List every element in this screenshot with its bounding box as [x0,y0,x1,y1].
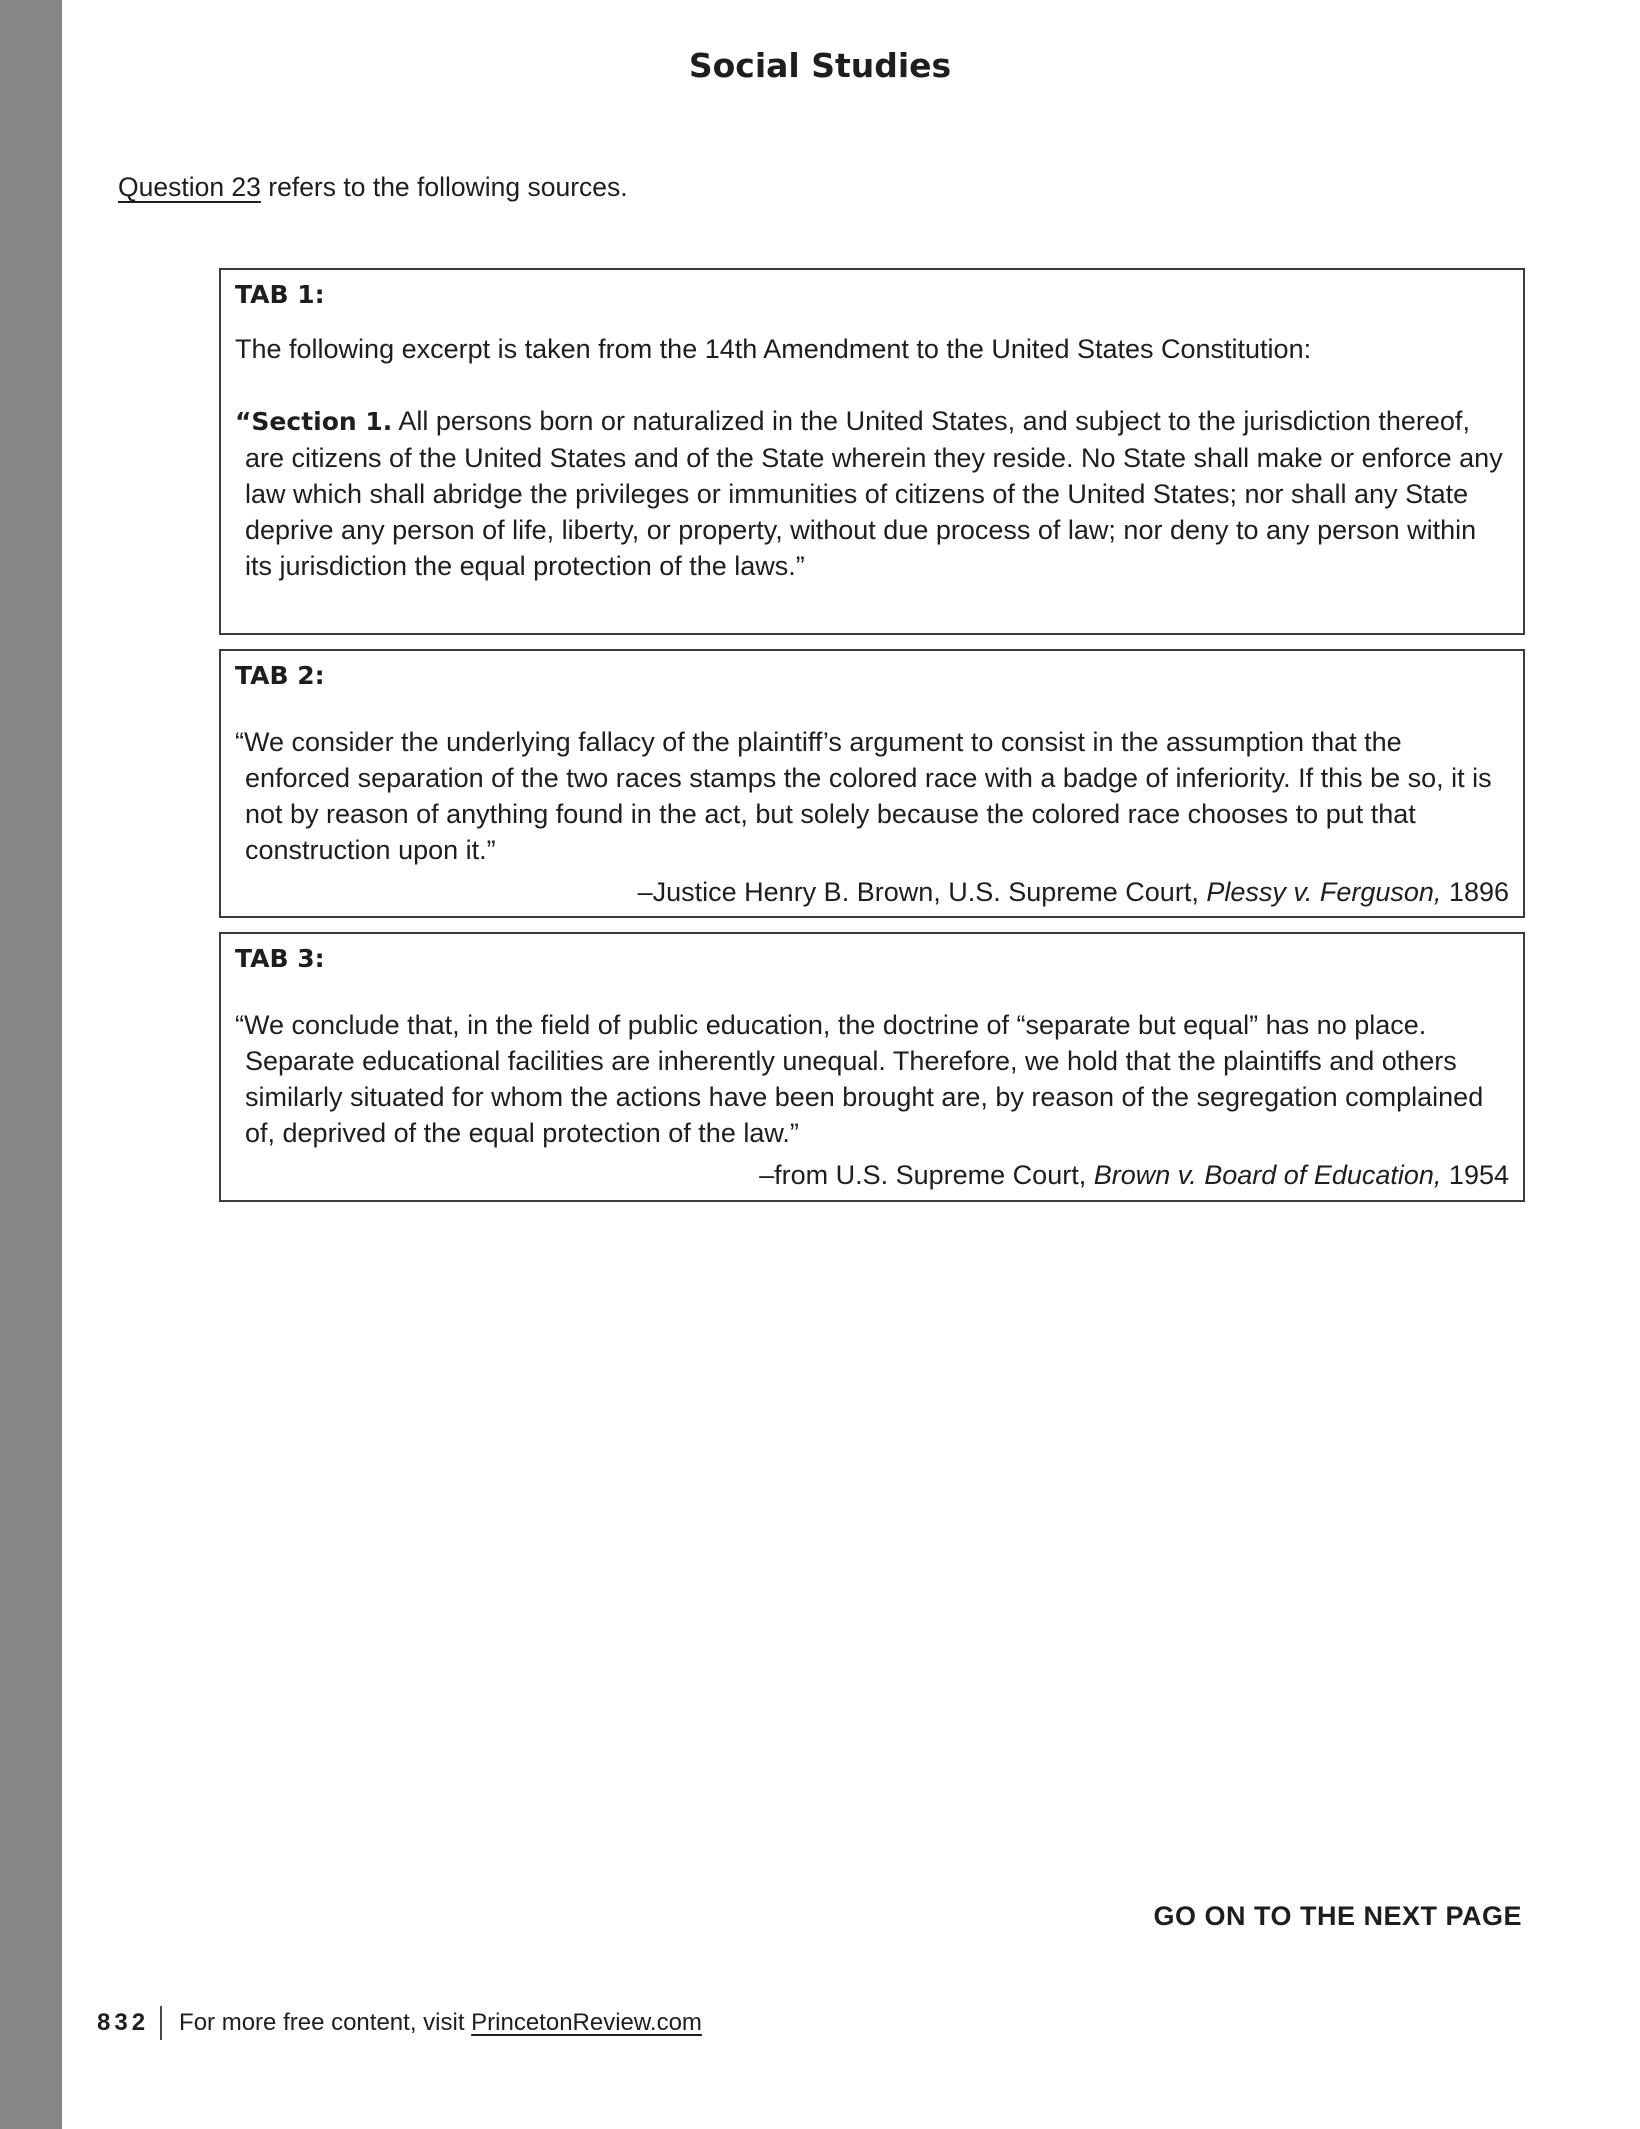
footer-divider [160,2006,162,2040]
tab-3-attribution-year: 1954 [1441,1160,1509,1190]
question-reference [118,172,628,203]
tab-2-attribution-prefix: –Justice Henry B. Brown, U.S. Supreme Court, [637,877,1207,907]
tab-2-source-box [219,649,1525,918]
tab-2-label: TAB 2: [235,661,325,690]
question-reference-number: Question 23 [118,172,261,202]
tab-1-label: TAB 1: [235,280,325,309]
go-on-to-next-page-text: GO ON TO THE NEXT PAGE [1153,1901,1522,1931]
page-title: Social Studies [688,46,952,85]
tab-1-quote-body: All persons born or naturalized in the United States, and subject to the jurisdiction thereof, are citizens of the United States and of the State wherein they reside. No State shall make or enforce any law which shall abridge the privileges or immunities of citizens of the United States; nor shall any State deprive any person of life, liberty, or property, without due process of law; nor deny to any person within its jurisdiction the equal protection of the laws.” [245,406,1503,581]
tab-1-source-box [219,268,1525,635]
tab-2-attribution-year: 1896 [1441,877,1509,907]
question-reference-rest: refers to the following sources. [260,172,628,202]
tab-3-label: TAB 3: [235,944,325,973]
footer-text [179,2009,702,2037]
tab-1-quote-section-lead: “Section 1. [235,407,393,436]
footer-text-lead: For more free content, visit [179,2009,472,2036]
page-number: 832 [97,2009,150,2036]
tab-2-quote-text: “We consider the underlying fallacy of the plaintiff’s argument to consist in the assumption that the enforced separation of the two races stamps the colored race with a badge of inferiority. If this be so, it is not by reason of anything found in the act, but solely because the colored race chooses to put that construction upon it.” [235,727,1492,865]
left-margin-bar [0,0,62,2129]
tab-3-attribution-prefix: –from U.S. Supreme Court, [759,1160,1094,1190]
tab-3-attribution [235,1157,1509,1193]
tab-3-source-box [219,932,1525,1202]
tab-1-intro-text: The following excerpt is taken from the 14th Amendment to the United States Constitution: [235,334,1312,364]
tab-2-attribution [235,874,1509,910]
tab-3-quote-text: “We conclude that, in the field of public education, the doctrine of “separate but equal” has no place. Separate educational facilities are inherently unequal. Therefore, we hold that the plaintiffs and others similarly situated for whom the actions have been brought are, by reason of the segregation complained of, deprived of the equal protection of the law.” [235,1010,1484,1148]
tab-2-attribution-case-name: Plessy v. Ferguson, [1206,877,1442,907]
tab-1-quote-text [235,403,1509,584]
princeton-review-link[interactable]: PrincetonReview.com [471,2009,702,2036]
page-footer [97,2006,702,2040]
tab-3-attribution-case-name: Brown v. Board of Education, [1093,1160,1442,1190]
